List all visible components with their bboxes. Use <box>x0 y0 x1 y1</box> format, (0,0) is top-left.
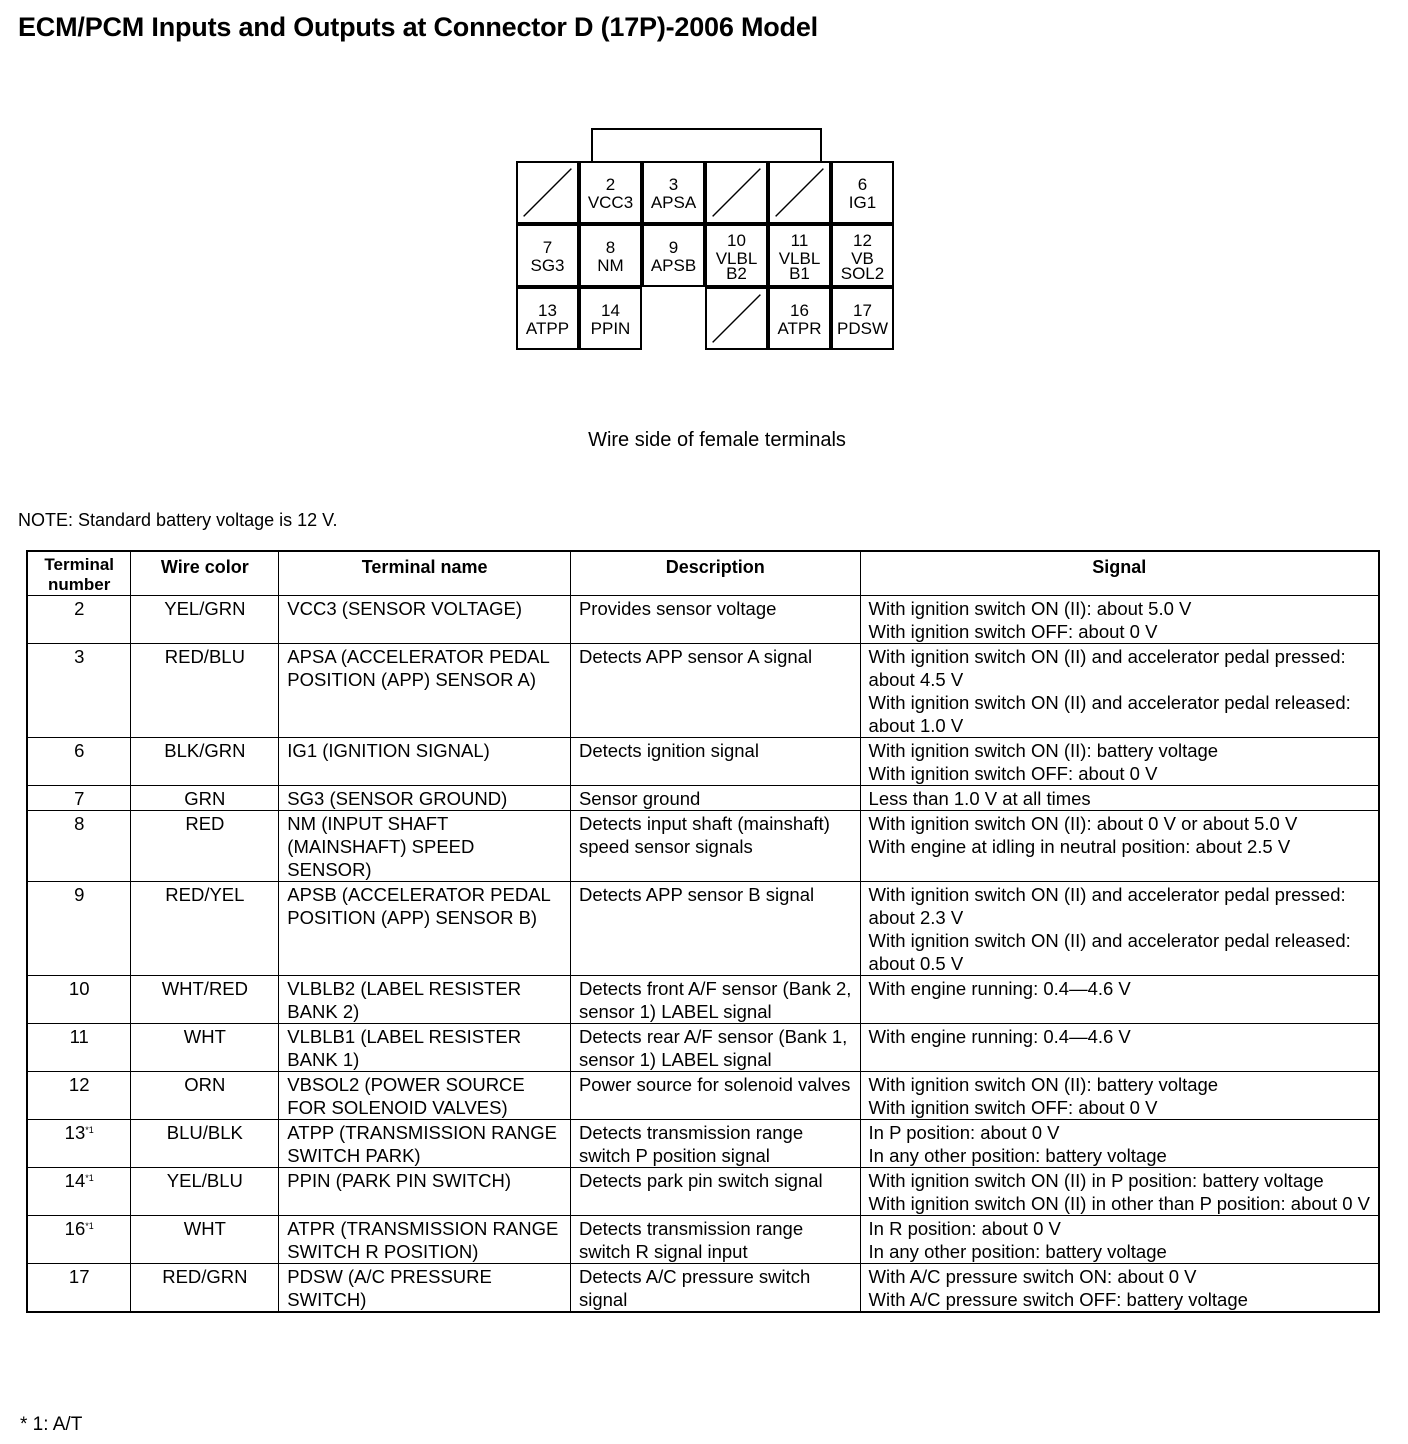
cell-description: Detects transmission range switch P position signal <box>570 1120 860 1168</box>
cell-terminal-name: PPIN (PARK PIN SWITCH) <box>279 1168 571 1216</box>
header-signal: Signal <box>860 551 1379 596</box>
cell-description: Detects ignition signal <box>570 738 860 786</box>
cell-terminal-number <box>27 786 131 811</box>
cell-wire-color: WHT <box>131 1216 279 1264</box>
cell-signal <box>860 644 1379 738</box>
signal-line: With ignition switch ON (II) and accelerator pedal released: about 1.0 V <box>868 692 1351 736</box>
table-row <box>27 1024 1379 1072</box>
terminal-number: 12 <box>68 1074 90 1095</box>
cell-signal <box>860 882 1379 976</box>
signal-line: In any other position: battery voltage <box>868 1241 1167 1262</box>
pin-number: 13 <box>538 301 557 320</box>
signal-line: With ignition switch ON (II): about 5.0 V <box>868 598 1192 619</box>
pin-name: ATPR <box>777 319 822 338</box>
cell-description: Detects transmission range switch R signal input <box>570 1216 860 1264</box>
cell-terminal-number <box>27 1072 131 1120</box>
terminal-number: 16 <box>64 1218 86 1239</box>
signal-line: Less than 1.0 V at all times <box>868 788 1091 809</box>
cell-terminal-name: APSA (ACCELERATOR PEDAL POSITION (APP) SENSOR A) <box>279 644 571 738</box>
pin-number: 17 <box>853 301 872 320</box>
connector-pin-3 <box>642 161 705 224</box>
signal-line: With ignition switch OFF: about 0 V <box>868 1097 1158 1118</box>
cell-signal <box>860 1216 1379 1264</box>
cell-terminal-name: VBSOL2 (POWER SOURCE FOR SOLENOID VALVES) <box>279 1072 571 1120</box>
pin-name: VB SOL2 <box>840 248 885 283</box>
cell-terminal-number <box>27 1120 131 1168</box>
cell-wire-color: RED <box>131 811 279 882</box>
pin-name: VCC3 <box>587 193 634 212</box>
cell-terminal-number <box>27 1168 131 1216</box>
cell-wire-color: RED/YEL <box>131 882 279 976</box>
pin-name: NM <box>597 256 624 275</box>
signal-line: With A/C pressure switch ON: about 0 V <box>868 1266 1197 1287</box>
connector-pin-empty <box>768 161 831 224</box>
signal-line: With engine running: 0.4—4.6 V <box>868 1026 1131 1047</box>
connector-pin-17 <box>831 287 894 350</box>
cell-signal <box>860 1264 1379 1313</box>
page-title: ECM/PCM Inputs and Outputs at Connector D (17P)-2006 Model <box>18 12 818 42</box>
signal-line: With ignition switch ON (II): battery voltage <box>868 740 1219 761</box>
cell-description: Detects rear A/F sensor (Bank 1, sensor 1) LABEL signal <box>570 1024 860 1072</box>
cell-terminal-name: PDSW (A/C PRESSURE SWITCH) <box>279 1264 571 1313</box>
cell-wire-color: WHT <box>131 1024 279 1072</box>
cell-terminal-number <box>27 738 131 786</box>
cell-terminal-number <box>27 644 131 738</box>
footnote-marker: *1 <box>85 1173 94 1183</box>
cell-signal <box>860 1024 1379 1072</box>
cell-wire-color: YEL/GRN <box>131 596 279 644</box>
cell-wire-color: YEL/BLU <box>131 1168 279 1216</box>
io-table <box>26 550 1380 1313</box>
pin-name: APSB <box>650 256 697 275</box>
connector-latch-tab <box>591 128 822 161</box>
pin-number: 7 <box>542 238 553 257</box>
table-row <box>27 1072 1379 1120</box>
header-description: Description <box>570 551 860 596</box>
cell-signal <box>860 1168 1379 1216</box>
table-row <box>27 1264 1379 1313</box>
pin-number: 9 <box>668 238 679 257</box>
terminal-number: 7 <box>74 788 85 809</box>
table-row <box>27 596 1379 644</box>
signal-line: With ignition switch ON (II) in other than P position: about 0 V <box>868 1193 1370 1214</box>
cell-terminal-number <box>27 976 131 1024</box>
terminal-number: 2 <box>74 598 85 619</box>
connector-pin-12 <box>831 224 894 287</box>
pin-name: VLBL B1 <box>778 248 821 283</box>
cell-description: Detects input shaft (mainshaft) speed sensor signals <box>570 811 860 882</box>
terminal-number: 11 <box>69 1026 89 1047</box>
terminal-number: 8 <box>74 813 85 834</box>
cell-terminal-number <box>27 882 131 976</box>
cell-terminal-number <box>27 1264 131 1313</box>
table-row <box>27 882 1379 976</box>
terminal-number: 13 <box>64 1122 86 1143</box>
footnote: * 1: A/T <box>20 1414 83 1435</box>
signal-line: With ignition switch OFF: about 0 V <box>868 621 1158 642</box>
footnote-marker: *1 <box>85 1125 94 1135</box>
connector-pin-14 <box>579 287 642 350</box>
cell-signal <box>860 738 1379 786</box>
cell-wire-color: BLU/BLK <box>131 1120 279 1168</box>
pin-name: PPIN <box>590 319 631 338</box>
cell-signal <box>860 1120 1379 1168</box>
header-terminal-number: Terminal number <box>27 551 131 596</box>
connector-pin-10 <box>705 224 768 287</box>
pin-name: ATPP <box>525 319 570 338</box>
table-header-row <box>27 551 1379 596</box>
table-row <box>27 1168 1379 1216</box>
table-row <box>27 786 1379 811</box>
pin-number: 2 <box>605 175 616 194</box>
cell-wire-color: RED/BLU <box>131 644 279 738</box>
cell-terminal-number <box>27 811 131 882</box>
cell-description: Detects front A/F sensor (Bank 2, sensor 1) LABEL signal <box>570 976 860 1024</box>
cell-wire-color: RED/GRN <box>131 1264 279 1313</box>
connector-pin-16 <box>768 287 831 350</box>
pin-number: 12 <box>853 230 872 250</box>
signal-line: With engine at idling in neutral position: about 2.5 V <box>868 836 1291 857</box>
signal-line: In any other position: battery voltage <box>868 1145 1167 1166</box>
signal-line: In P position: about 0 V <box>868 1122 1060 1143</box>
signal-line: With ignition switch ON (II) and accelerator pedal released: about 0.5 V <box>868 930 1351 974</box>
cell-wire-color: ORN <box>131 1072 279 1120</box>
cell-description: Detects APP sensor B signal <box>570 882 860 976</box>
cell-signal <box>860 786 1379 811</box>
signal-line: With ignition switch ON (II): about 0 V or about 5.0 V <box>868 813 1298 834</box>
terminal-number: 14 <box>64 1170 86 1191</box>
pin-number: 6 <box>857 175 868 194</box>
connector-pin-empty <box>705 287 768 350</box>
cell-terminal-name: VLBLB1 (LABEL RESISTER BANK 1) <box>279 1024 571 1072</box>
cell-terminal-number <box>27 1216 131 1264</box>
connector-pin-empty <box>705 161 768 224</box>
pin-name: PDSW <box>837 319 888 338</box>
table-row <box>27 976 1379 1024</box>
signal-line: With engine running: 0.4—4.6 V <box>868 978 1131 999</box>
terminal-number: 9 <box>74 884 85 905</box>
cell-wire-color: WHT/RED <box>131 976 279 1024</box>
connector-pin-2 <box>579 161 642 224</box>
pin-number: 11 <box>790 230 809 250</box>
header-wire-color: Wire color <box>131 551 279 596</box>
cell-description: Provides sensor voltage <box>570 596 860 644</box>
footnote-marker: *1 <box>85 1221 94 1231</box>
connector-pin-6 <box>831 161 894 224</box>
cell-signal <box>860 596 1379 644</box>
pin-number: 16 <box>790 301 809 320</box>
connector-caption: Wire side of female terminals <box>588 429 846 451</box>
cell-terminal-name: VCC3 (SENSOR VOLTAGE) <box>279 596 571 644</box>
pin-number: 8 <box>605 238 616 257</box>
table-row <box>27 644 1379 738</box>
signal-line: With ignition switch ON (II) in P position: battery voltage <box>868 1170 1324 1191</box>
cell-signal <box>860 811 1379 882</box>
cell-description: Detects A/C pressure switch signal <box>570 1264 860 1313</box>
cell-wire-color: GRN <box>131 786 279 811</box>
cell-signal <box>860 976 1379 1024</box>
signal-line: With ignition switch ON (II) and accelerator pedal pressed: about 2.3 V <box>868 884 1346 928</box>
connector-pin-13 <box>516 287 579 350</box>
cell-terminal-number <box>27 596 131 644</box>
connector-pin-11 <box>768 224 831 287</box>
signal-line: With ignition switch ON (II): battery voltage <box>868 1074 1219 1095</box>
table-row <box>27 1216 1379 1264</box>
pin-number: 14 <box>601 301 620 320</box>
signal-line: With A/C pressure switch OFF: battery voltage <box>868 1289 1248 1310</box>
signal-line: With ignition switch ON (II) and accelerator pedal pressed: about 4.5 V <box>868 646 1346 690</box>
terminal-number: 6 <box>74 740 85 761</box>
cell-terminal-name: SG3 (SENSOR GROUND) <box>279 786 571 811</box>
cell-terminal-name: IG1 (IGNITION SIGNAL) <box>279 738 571 786</box>
table-row <box>27 738 1379 786</box>
pin-number: 10 <box>727 230 746 250</box>
pin-number: 3 <box>668 175 679 194</box>
cell-terminal-number <box>27 1024 131 1072</box>
connector-pin-9 <box>642 224 705 287</box>
terminal-number: 17 <box>68 1266 90 1287</box>
terminal-number: 3 <box>74 646 85 667</box>
cell-description: Detects park pin switch signal <box>570 1168 860 1216</box>
cell-description: Sensor ground <box>570 786 860 811</box>
cell-signal <box>860 1072 1379 1120</box>
pin-name: IG1 <box>848 193 877 212</box>
connector-pin-empty <box>516 161 579 224</box>
cell-terminal-name: APSB (ACCELERATOR PEDAL POSITION (APP) SENSOR B) <box>279 882 571 976</box>
terminal-number: 10 <box>68 978 90 999</box>
connector-pin-7 <box>516 224 579 287</box>
header-terminal-name: Terminal name <box>279 551 571 596</box>
connector-pin-8 <box>579 224 642 287</box>
signal-line: With ignition switch OFF: about 0 V <box>868 763 1158 784</box>
note-text: NOTE: Standard battery voltage is 12 V. <box>18 510 338 530</box>
cell-terminal-name: ATPP (TRANSMISSION RANGE SWITCH PARK) <box>279 1120 571 1168</box>
cell-wire-color: BLK/GRN <box>131 738 279 786</box>
cell-terminal-name: VLBLB2 (LABEL RESISTER BANK 2) <box>279 976 571 1024</box>
signal-line: In R position: about 0 V <box>868 1218 1061 1239</box>
pin-name: APSA <box>650 193 697 212</box>
cell-description: Power source for solenoid valves <box>570 1072 860 1120</box>
table-row <box>27 811 1379 882</box>
cell-terminal-name: ATPR (TRANSMISSION RANGE SWITCH R POSITION) <box>279 1216 571 1264</box>
pin-name: SG3 <box>530 256 565 275</box>
pin-name: VLBL B2 <box>715 248 758 283</box>
cell-description: Detects APP sensor A signal <box>570 644 860 738</box>
table-row <box>27 1120 1379 1168</box>
connector-diagram <box>516 128 898 352</box>
cell-terminal-name: NM (INPUT SHAFT (MAINSHAFT) SPEED SENSOR) <box>279 811 571 882</box>
